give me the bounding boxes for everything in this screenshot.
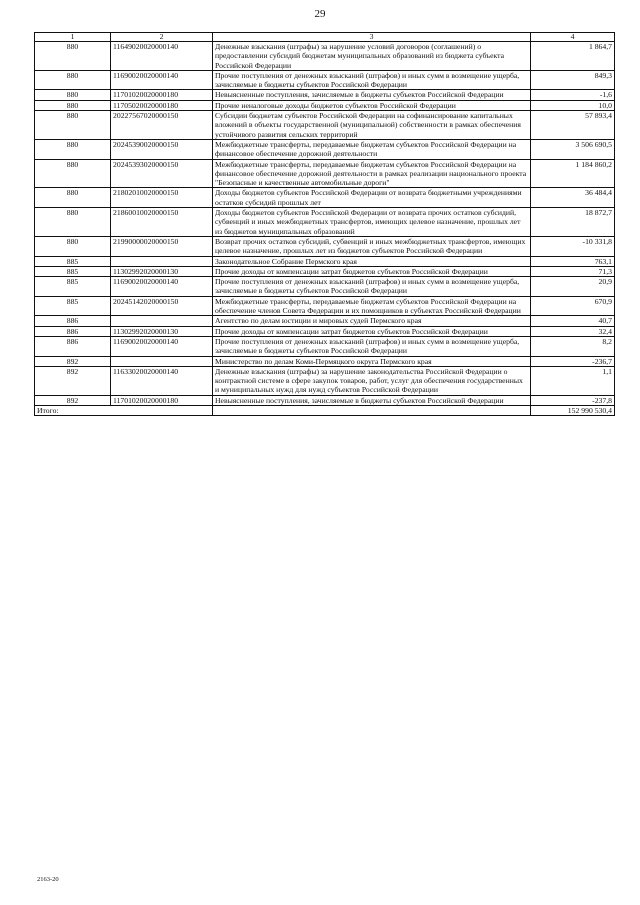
table-row — [35, 42, 615, 71]
table-row — [35, 256, 615, 266]
revenue-name-cell: Доходы бюджетов субъектов Российской Федерации от возврата бюджетными учреждениями остатков субсидий прошлых лет — [213, 188, 531, 208]
admin-code-cell: 892 — [35, 366, 111, 395]
amount-cell: -10 331,8 — [531, 236, 615, 256]
revenue-name-cell: Денежные взыскания (штрафы) за нарушение условий договоров (соглашений) о предоставлении субсидий бюджетам муниципальных образований из бюджета субъекта Российской Федерации — [213, 42, 531, 71]
admin-code-cell: 886 — [35, 326, 111, 336]
table-row — [35, 208, 615, 237]
revenue-name-cell: Прочие доходы от компенсации затрат бюджетов субъектов Российской Федерации — [213, 266, 531, 276]
amount-cell: 1 864,7 — [531, 42, 615, 71]
admin-code-cell: 885 — [35, 256, 111, 266]
admin-code-cell: 892 — [35, 356, 111, 366]
revenue-name-cell: Прочие поступления от денежных взысканий (штрафов) и иных сумм в возмещение ущерба, зачисляемые в бюджеты субъектов Российской Федерации — [213, 70, 531, 90]
table-row — [35, 266, 615, 276]
table-row — [35, 296, 615, 316]
amount-cell: 1 184 860,2 — [531, 159, 615, 188]
revenue-code-cell: 11701020020000180 — [111, 90, 213, 100]
revenue-name-cell: Прочие неналоговые доходы бюджетов субъектов Российской Федерации — [213, 100, 531, 110]
amount-cell: 3 506 690,5 — [531, 139, 615, 159]
amount-cell: 32,4 — [531, 326, 615, 336]
revenue-code-cell: 11649020020000140 — [111, 42, 213, 71]
revenue-code-cell: 11701020020000180 — [111, 395, 213, 405]
revenue-code-cell — [111, 316, 213, 326]
total-spacer-cell — [213, 405, 531, 415]
admin-code-cell: 880 — [35, 139, 111, 159]
revenue-name-cell: Прочие поступления от денежных взысканий (штрафов) и иных сумм в возмещение ущерба, зачисляемые в бюджеты субъектов Российской Федерации — [213, 336, 531, 356]
table-row — [35, 366, 615, 395]
revenue-name-cell: Невыясненные поступления, зачисляемые в бюджеты субъектов Российской Федерации — [213, 395, 531, 405]
revenue-name-cell: Межбюджетные трансферты, передаваемые бюджетам субъектов Российской Федерации на финансовое обеспечение дорожной деятельности — [213, 139, 531, 159]
revenue-name-cell: Денежные взыскания (штрафы) за нарушение законодательства Российской Федерации о контрактной системе в сфере закупок товаров, работ, услуг для обеспечения государственных и муниципальных нужд для нужд субъектов Российской Федерации — [213, 366, 531, 395]
revenue-name-cell: Законодательное Собрание Пермского края — [213, 256, 531, 266]
revenue-name-cell: Агентство по делам юстиции и мировых судей Пермского края — [213, 316, 531, 326]
admin-code-cell: 880 — [35, 208, 111, 237]
column-header-1: 1 — [35, 33, 111, 42]
admin-code-cell: 880 — [35, 90, 111, 100]
column-header-4: 4 — [531, 33, 615, 42]
admin-code-cell: 885 — [35, 296, 111, 316]
amount-cell: -1,6 — [531, 90, 615, 100]
table-row — [35, 100, 615, 110]
table-row — [35, 159, 615, 188]
revenue-code-cell: 21990000020000150 — [111, 236, 213, 256]
admin-code-cell: 885 — [35, 266, 111, 276]
admin-code-cell: 880 — [35, 111, 111, 140]
amount-cell: 71,3 — [531, 266, 615, 276]
revenue-name-cell: Межбюджетные трансферты, передаваемые бюджетам субъектов Российской Федерации на финансовое обеспечение дорожной деятельности в рамках реализации национального проекта "Безопасные и качественные автомобильные дороги" — [213, 159, 531, 188]
total-label: Итого: — [35, 405, 213, 415]
admin-code-cell: 880 — [35, 42, 111, 71]
amount-cell: -236,7 — [531, 356, 615, 366]
total-row — [35, 405, 615, 415]
amount-cell: 40,7 — [531, 316, 615, 326]
revenue-name-cell: Прочие доходы от компенсации затрат бюджетов субъектов Российской Федерации — [213, 326, 531, 336]
amount-cell: 18 872,7 — [531, 208, 615, 237]
table-row — [35, 236, 615, 256]
revenue-code-cell: 11302992020000130 — [111, 326, 213, 336]
column-number-header-row — [35, 33, 615, 42]
revenue-name-cell: Министерство по делам Коми-Пермяцкого округа Пермского края — [213, 356, 531, 366]
table-row — [35, 188, 615, 208]
column-header-3: 3 — [213, 33, 531, 42]
admin-code-cell: 885 — [35, 277, 111, 297]
revenue-code-cell: 21802010020000150 — [111, 188, 213, 208]
table-row — [35, 277, 615, 297]
revenue-name-cell: Невыясненные поступления, зачисляемые в бюджеты субъектов Российской Федерации — [213, 90, 531, 100]
revenue-name-cell: Возврат прочих остатков субсидий, субвенций и иных межбюджетных трансфертов, имеющих целевое назначение, прошлых лет из бюджетов субъектов Российской Федерации — [213, 236, 531, 256]
revenue-name-cell: Межбюджетные трансферты, передаваемые бюджетам субъектов Российской Федерации на обеспечение членов Совета Федерации и их помощников в субъектах Российской Федерации — [213, 296, 531, 316]
table-row — [35, 90, 615, 100]
amount-cell: 8,2 — [531, 336, 615, 356]
amount-cell: -237,8 — [531, 395, 615, 405]
revenue-name-cell: Субсидии бюджетам субъектов Российской Федерации на софинансирование капитальных вложений в объекты государственной (муниципальной) собственности в рамках обеспечения устойчивого развития сельских территорий — [213, 111, 531, 140]
revenue-code-cell: 11633020020000140 — [111, 366, 213, 395]
table-row — [35, 111, 615, 140]
revenue-code-cell: 20245390020000150 — [111, 139, 213, 159]
revenue-code-cell: 20227567020000150 — [111, 111, 213, 140]
revenue-code-cell: 11690020020000140 — [111, 277, 213, 297]
revenue-name-cell: Доходы бюджетов субъектов Российской Федерации от возврата прочих остатков субсидий, субвенций и иных межбюджетных трансфертов, имеющих целевое назначение, прошлых лет из бюджетов муниципальных образований — [213, 208, 531, 237]
revenue-code-cell — [111, 256, 213, 266]
amount-cell: 20,9 — [531, 277, 615, 297]
amount-cell: 849,3 — [531, 70, 615, 90]
admin-code-cell: 880 — [35, 236, 111, 256]
admin-code-cell: 880 — [35, 188, 111, 208]
page-number: 29 — [314, 8, 326, 20]
table-body — [35, 42, 615, 406]
amount-cell: 36 484,4 — [531, 188, 615, 208]
amount-cell: 763,1 — [531, 256, 615, 266]
revenue-code-cell — [111, 356, 213, 366]
total-amount: 152 990 530,4 — [531, 405, 615, 415]
revenue-code-cell: 20245393020000150 — [111, 159, 213, 188]
admin-code-cell: 892 — [35, 395, 111, 405]
column-header-2: 2 — [111, 33, 213, 42]
amount-cell: 670,9 — [531, 296, 615, 316]
table-row — [35, 356, 615, 366]
amount-cell: 57 893,4 — [531, 111, 615, 140]
revenue-name-cell: Прочие поступления от денежных взысканий (штрафов) и иных сумм в возмещение ущерба, зачисляемые в бюджеты субъектов Российской Федерации — [213, 277, 531, 297]
admin-code-cell: 886 — [35, 336, 111, 356]
table-row — [35, 316, 615, 326]
table-row — [35, 326, 615, 336]
revenue-code-cell: 11690020020000140 — [111, 336, 213, 356]
admin-code-cell: 880 — [35, 100, 111, 110]
amount-cell: 1,1 — [531, 366, 615, 395]
admin-code-cell: 880 — [35, 70, 111, 90]
budget-revenue-table — [34, 32, 615, 416]
revenue-code-cell: 21860010020000150 — [111, 208, 213, 237]
amount-cell: 10,0 — [531, 100, 615, 110]
document-code: 2163-20 — [37, 876, 59, 883]
revenue-code-cell: 20245142020000150 — [111, 296, 213, 316]
revenue-code-cell: 11302992020000130 — [111, 266, 213, 276]
revenue-code-cell: 11690020020000140 — [111, 70, 213, 90]
table-row — [35, 139, 615, 159]
table-row — [35, 70, 615, 90]
admin-code-cell: 886 — [35, 316, 111, 326]
table-row — [35, 395, 615, 405]
admin-code-cell: 880 — [35, 159, 111, 188]
table-row — [35, 336, 615, 356]
revenue-code-cell: 11705020020000180 — [111, 100, 213, 110]
